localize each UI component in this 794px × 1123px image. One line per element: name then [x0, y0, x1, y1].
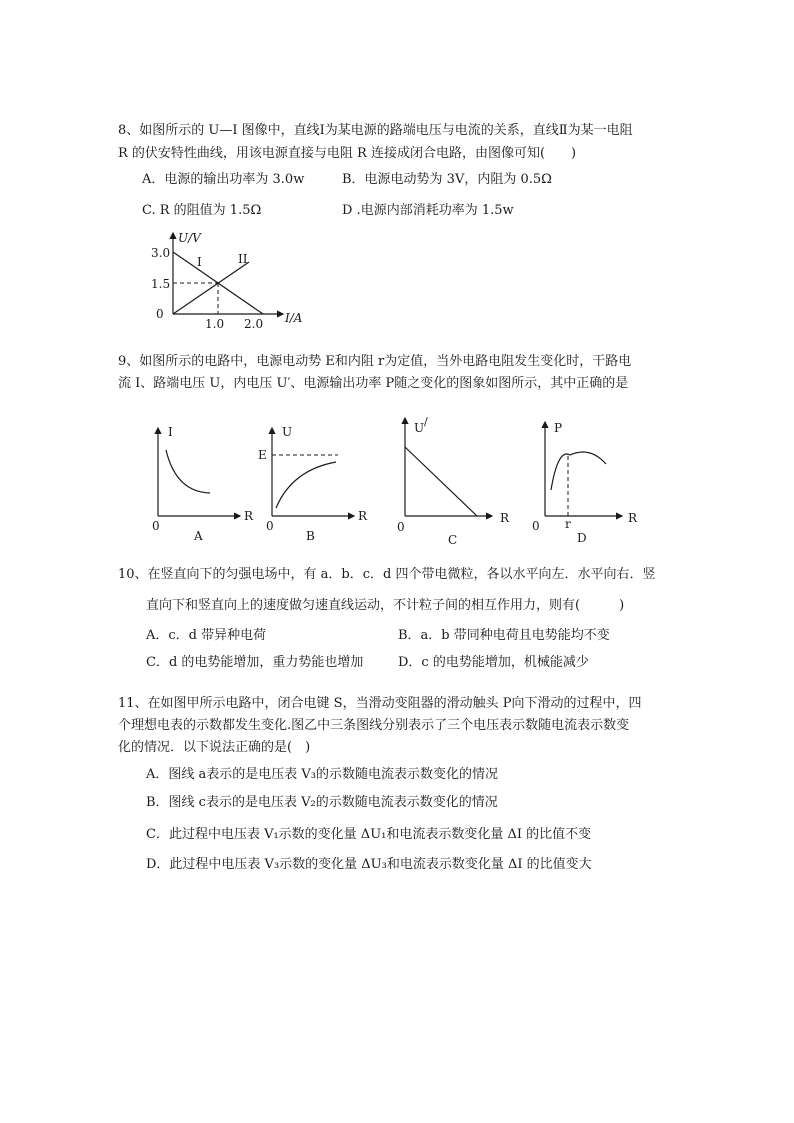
q9d-curve	[551, 452, 606, 490]
q8-origin-label: 0	[156, 307, 164, 321]
q8-x-axis-label: I/A	[285, 311, 303, 325]
q9b-e-label: E	[258, 448, 267, 462]
q8-xtick-1: 1.0	[205, 317, 225, 331]
q10-option-c: C．d 的电势能增加，重力势能也增加	[146, 655, 364, 670]
q9b-curve	[276, 462, 336, 508]
q11-option-c: C．此过程中电压表 V₁示数的变化量 ΔU₁和电流表示数变化量 ΔI 的比值不变	[146, 827, 592, 842]
q11-option-d: D．此过程中电压表 V₃示数的变化量 ΔU₃和电流表示数变化量 ΔI 的比值变大	[146, 857, 592, 872]
q11-option-b: B．图线 c表示的是电压表 V₂的示数随电流表示数变化的情况	[146, 795, 498, 810]
q8-option-d: D .电源内部消耗功率为 1.5w	[342, 203, 514, 218]
q10-stem-line1: 10、在竖直向下的匀强电场中，有 a．b．c．d 四个带电微粒，各以水平向左．水平向右．竖	[118, 567, 656, 582]
q9a-origin: 0	[152, 519, 160, 533]
q9b-caption: B	[306, 529, 315, 543]
q9c-line	[405, 447, 477, 516]
q9b-origin: 0	[266, 519, 274, 533]
q9b-x-label: R	[358, 509, 368, 523]
q9c-origin: 0	[397, 520, 405, 534]
q8-xtick-2: 2.0	[244, 317, 264, 331]
q9a-caption: A	[194, 529, 203, 543]
q11-option-a: A．图线 a表示的是电压表 V₃的示数随电流表示数变化的情况	[146, 767, 499, 782]
q10-option-b: B．a．b 带同种电荷且电势能均不变	[398, 628, 610, 643]
q8-ytick-3: 3.0	[151, 246, 171, 260]
q11-stem-line3: 化的情况．以下说法正确的是( )	[118, 740, 311, 755]
q8-line2-label: II	[238, 252, 248, 266]
q11-stem-line1: 11、在如图甲所示电路中，闭合电键 S，当滑动变阻器的滑动触头 P向下滑动的过程中，四	[118, 696, 642, 711]
q9d-x-label: R	[628, 511, 638, 525]
q8-stem-line2: R 的伏安特性曲线，用该电源直接与电阻 R 连接成闭合电路，由图像可知( )	[118, 146, 577, 161]
q8-option-a: A．电源的输出功率为 3.0w	[142, 172, 305, 187]
q9c-y-label: U	[414, 421, 425, 435]
q9-stem-line1: 9、如图所示的电路中，电源电动势 E和内阻 r为定值，当外电路电阻发生变化时，干路电	[118, 354, 632, 369]
q8-y-axis-label: U/V	[178, 231, 201, 245]
q9c-x-label: R	[500, 511, 510, 525]
q9a-curve	[166, 450, 210, 493]
q9b-y-label: U	[282, 425, 293, 439]
q9d-r-label: r	[565, 517, 571, 531]
q8-option-c: C. R 的阻值为 1.5Ω	[142, 203, 262, 218]
q10-option-d: D．c 的电势能增加，机械能减少	[398, 655, 589, 670]
q9d-y-label: P	[554, 421, 563, 435]
q10-stem-line2: 直向下和竖直向上的速度做匀速直线运动，不计粒子间的相互作用力，则有( )	[146, 598, 625, 613]
q8-ytick-1-5: 1.5	[151, 277, 171, 291]
q8-stem-line1: 8、如图所示的 U—I 图像中，直线Ⅰ为某电源的路端电压与电流的关系，直线Ⅱ为某一电阻	[118, 123, 633, 138]
q9d-origin: 0	[532, 519, 540, 533]
q9a-y-label: I	[168, 425, 173, 439]
q9a-x-label: R	[244, 509, 254, 523]
q9-stem-line2: 流 I、路端电压 U，内电压 U′、电源输出功率 P随之变化的图象如图所示，其中正确的是	[118, 376, 629, 391]
q8-line1-label: I	[197, 255, 202, 269]
q8-option-b: B．电源电动势为 3V，内阻为 0.5Ω	[342, 172, 552, 187]
q9c-y-prime: /	[424, 415, 428, 428]
q9c-caption: C	[448, 533, 458, 547]
q10-option-a: A．c．d 带异种电荷	[146, 628, 267, 643]
q11-stem-line2: 个理想电表的示数都发生变化.图乙中三条图线分别表示了三个电压表示数随电流表示数变	[118, 718, 630, 733]
q9d-caption: D	[577, 531, 587, 545]
